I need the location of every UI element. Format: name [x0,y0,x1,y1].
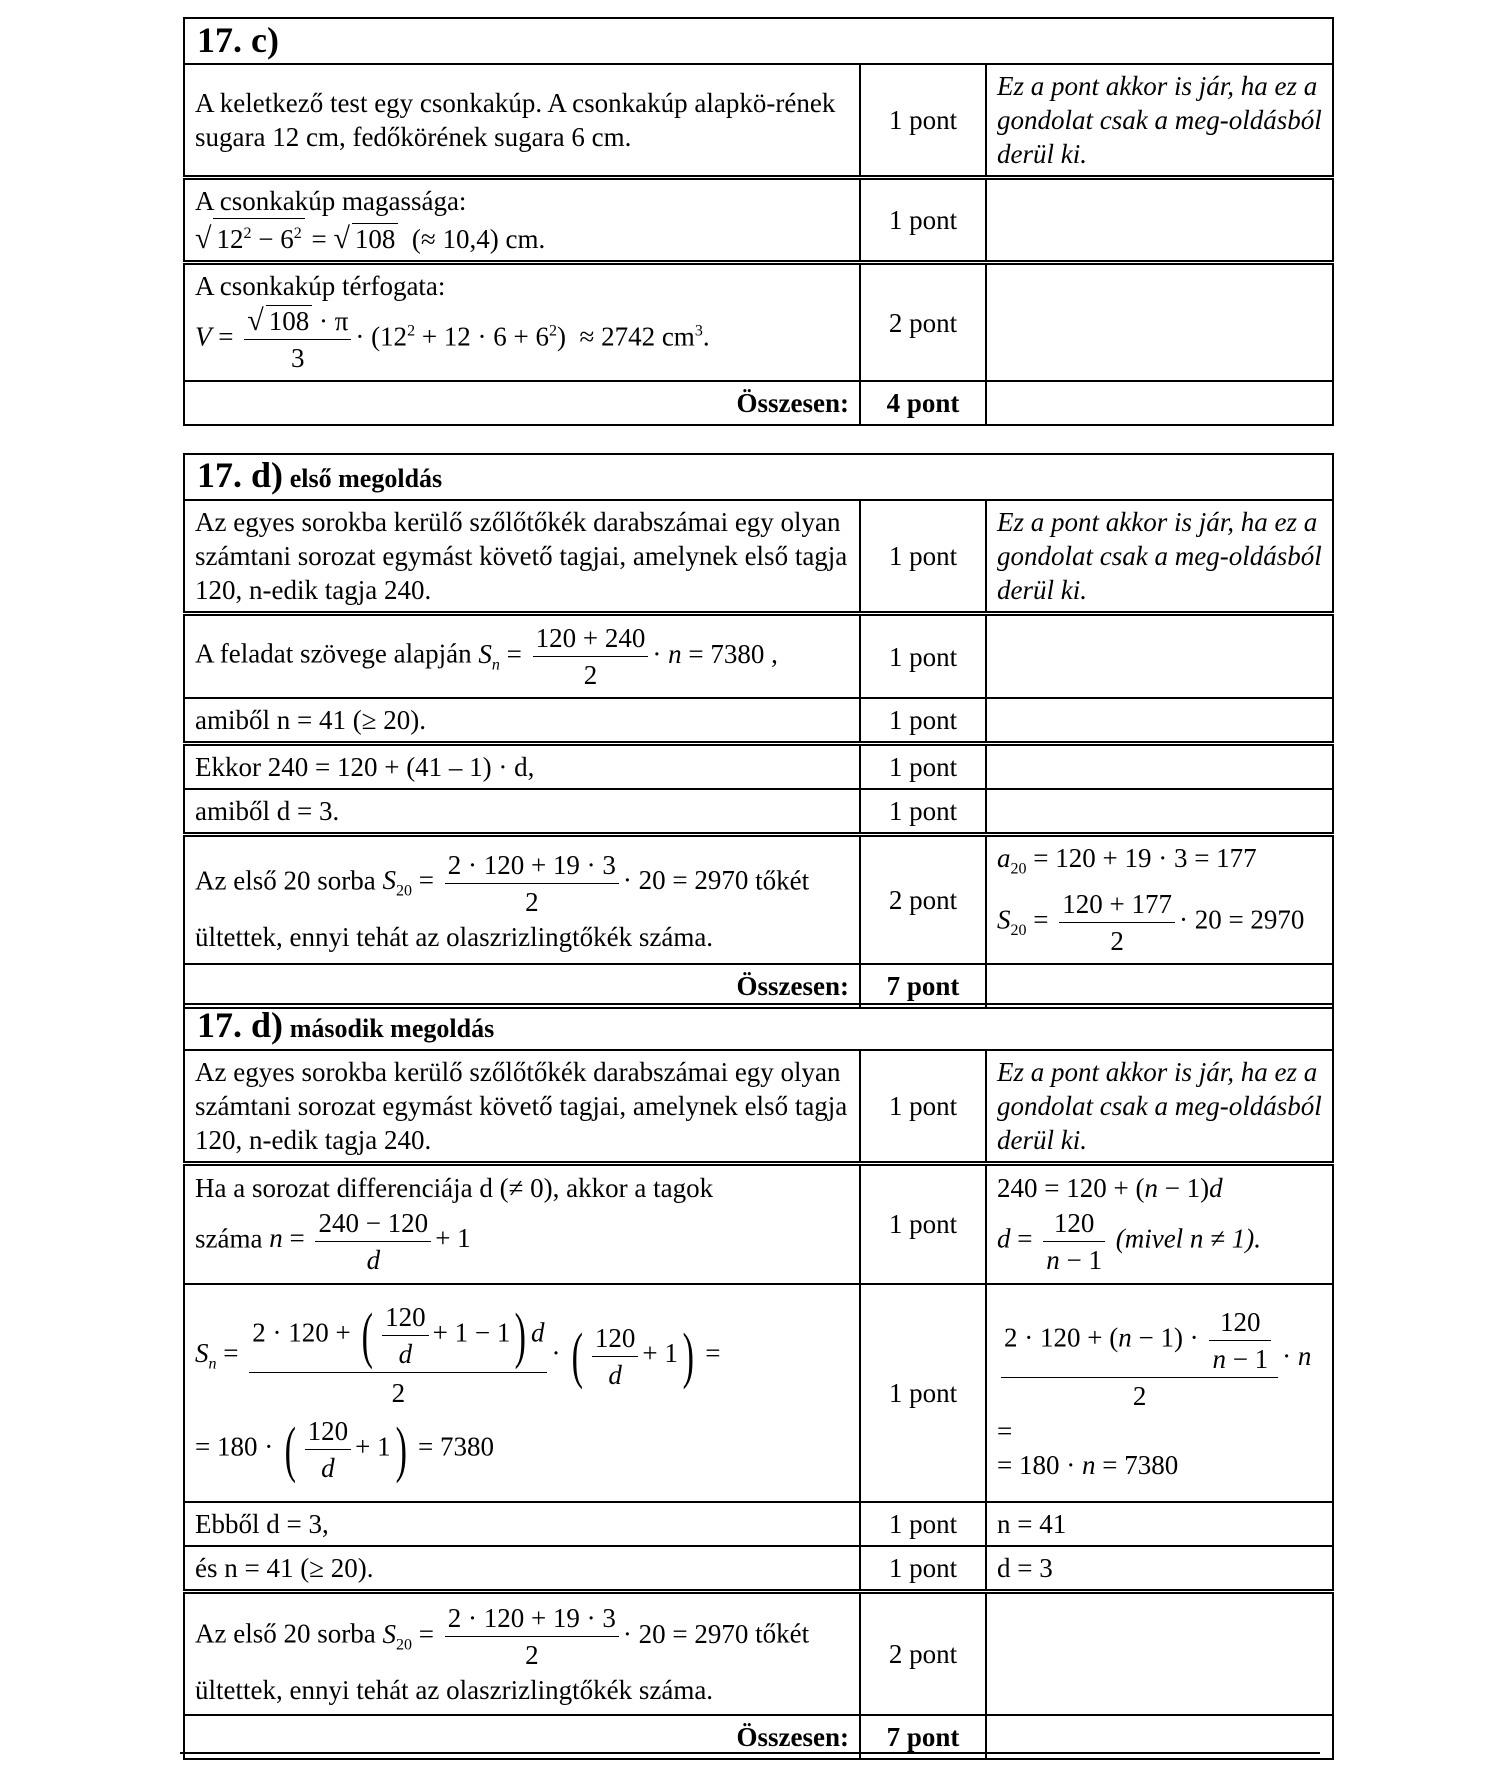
formula-sn: $S_n$ = $\frac{120 + 240}{2}$ · n = 7380 , [478,639,777,669]
step-text: A csonkakúp térfogata: [195,271,446,301]
table-row [184,1546,1333,1592]
total-label: Összesen: [184,964,860,1008]
solution-step [184,263,860,382]
solution-step [184,1284,860,1502]
points-cell: 1 pont [860,500,986,614]
solution-step: amiből d = 3. [184,789,860,835]
points-cell: 1 pont [860,1502,986,1546]
formula-s20: $S_{20}$ = $\frac{2 \cdot 120 + 19 \cdot 3}{2}$ · 20 = 2970 [382,865,748,895]
solution-step: Ha a sorozat differenciája d (≠ 0), akkor a tagok száma n = $\frac{240 - 120}{d}$ + 1 [184,1164,860,1284]
solution-step [184,178,860,263]
section-title: 17. d) [197,455,284,495]
formula-height: √ $12^2 - 6^2$ = √ 108 (≈ 10,4) cm. [195,218,849,256]
step-text: A csonkakúp magassága: [195,186,467,216]
note-cell: Ez a pont akkor is jár, ha ez a gondolat csak a meg-oldásból derül ki. [986,500,1333,614]
table-header [184,1004,1333,1050]
solution-step: Ebből d = 3, [184,1502,860,1546]
note-cell [986,698,1333,744]
solution-step: amiből n = 41 (≥ 20). [184,698,860,744]
total-points: 7 pont [860,964,986,1008]
table-row [184,698,1333,744]
note-cell: 240 = 120 + (n − 1)d d = $\frac{120}{n - 1}$ (mivel n ≠ 1). [986,1164,1333,1284]
solution-step: Az egyes sorokba kerülő szőlőtőkék darabszámai egy olyan számtani sorozat egymást követő tagjai, amelynek első tagja 120, n-edik tagja 240. [184,500,860,614]
points-cell: 2 pont [860,263,986,382]
section-title: 17. c) [197,19,279,60]
total-row [184,381,1333,425]
table-row [184,1502,1333,1546]
solution-step: Az első 20 sorba $S_{20}$ = $\frac{2 \cdot 120 + 19 \cdot 3}{2}$ · 20 = 2970 tőkét ültettek, ennyi tehát az olaszrizlingtőkék száma. [184,1591,860,1715]
note-cell: Ez a pont akkor is jár, ha ez a gondolat csak a meg-oldásból derül ki. [986,64,1333,178]
total-label: Összesen: [184,1715,860,1759]
table-row [184,263,1333,382]
total-points: 7 pont [860,1715,986,1759]
note-cell [986,178,1333,263]
total-points: 4 pont [860,381,986,425]
table-row [184,1284,1333,1502]
formula-n: n = $\frac{240 - 120}{d}$ + 1 [269,1223,470,1253]
points-cell: 1 pont [860,1284,986,1502]
table-row [184,178,1333,263]
note-cell: n = 41 [986,1502,1333,1546]
note-cell [986,1591,1333,1715]
points-cell: 1 pont [860,698,986,744]
table-row [184,1591,1333,1715]
note-cell: $a_{20} = 120 + 19 \cdot 3 = 177$ $S_{20}$ = $\frac{120 + 177}{2}$ · 20 = 2970 [986,835,1333,965]
note-cell [986,263,1333,382]
total-label: Összesen: [184,381,860,425]
points-cell: 1 pont [860,744,986,790]
table-row [184,835,1333,965]
note-cell [986,744,1333,790]
note-cell [986,614,1333,699]
total-row [184,964,1333,1008]
points-cell: 1 pont [860,614,986,699]
table-header [184,18,1333,64]
table-row [184,789,1333,835]
note-cell: d = 3 [986,1546,1333,1592]
solution-step: Az egyes sorokba kerülő szőlőtőkék darabszámai egy olyan számtani sorozat egymást követő tagjai, amelynek első tagja 120, n-edik tagja 240. [184,1050,860,1164]
table-row [184,64,1333,178]
table-row [184,1050,1333,1164]
points-cell: 1 pont [860,1546,986,1592]
points-cell: 1 pont [860,1164,986,1284]
solution-step: Ekkor 240 = 120 + (41 – 1) · d, [184,744,860,790]
formula-sn-result: = 180 · ( $\frac{120}{d}$ + 1) = 7380 [195,1413,849,1486]
note-cell [986,789,1333,835]
note-cell: 2 · 120 + (n − 1) · $\frac{120}{n - 1}$ 2 · n = = 180 · n = 7380 [986,1284,1333,1502]
solution-step: és n = 41 (≥ 20). [184,1546,860,1592]
table-17d-second [183,1003,1334,1760]
section-subtitle: első megoldás [289,464,443,493]
points-cell: 1 pont [860,1050,986,1164]
note-cell: Ez a pont akkor is jár, ha ez a gondolat csak a meg-oldásból derül ki. [986,1050,1333,1164]
table-row [184,1164,1333,1284]
footer-divider [180,1752,1320,1754]
formula-sn-d: $S_n$ = 2 · 120 + ( $\frac{120}{d}$ + 1 − 1) d 2 · ( $\frac{120}{d}$ + 1) = [195,1299,849,1413]
section-subtitle: második megoldás [289,1014,495,1043]
points-cell: 2 pont [860,835,986,965]
solution-step: A feladat szövege alapján $S_n$ = $\frac{120 + 240}{2}$ · n = 7380 , [184,614,860,699]
formula-volume: V = $\frac{√ 108 \cdot \pi}{3}$ · $(12^2 + 12 \cdot 6 + 6^2) \approx 2742$ $cm^3$. [195,304,710,373]
solution-step: Az első 20 sorba $S_{20}$ = $\frac{2 \cdot 120 + 19 \cdot 3}{2}$ · 20 = 2970 tőkét ültettek, ennyi tehát az olaszrizlingtőkék száma. [184,835,860,965]
table-17d-first [183,453,1334,1009]
solution-step: A keletkező test egy csonkakúp. A csonkakúp alapkö-rének sugara 12 cm, fedőkörének sugara 6 cm. [184,64,860,178]
points-cell: 1 pont [860,64,986,178]
section-title: 17. d) [197,1005,284,1045]
table-row [184,614,1333,699]
points-cell: 1 pont [860,178,986,263]
table-row [184,744,1333,790]
table-17c [183,17,1334,426]
table-header [184,454,1333,500]
points-cell: 2 pont [860,1591,986,1715]
formula-s20: $S_{20}$ = $\frac{2 \cdot 120 + 19 \cdot 3}{2}$ · 20 = 2970 [382,1619,748,1649]
points-cell: 1 pont [860,789,986,835]
table-row [184,500,1333,614]
